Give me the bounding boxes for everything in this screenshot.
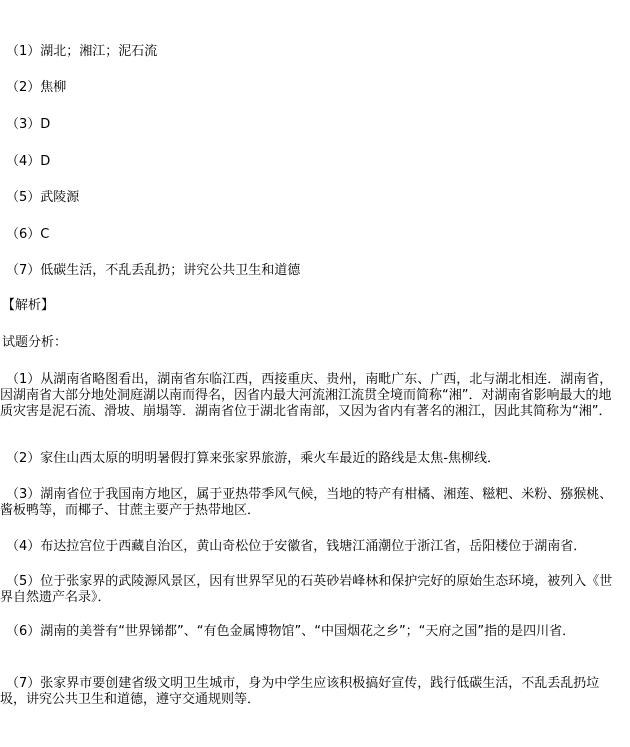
analysis-text-1: （1）从湖南省略图看出，湖南省东临江西，西接重庆、贵州，南毗广东、广西，北与湖北相连．湖南省，因湖南省大部分地处洞庭湖以南而得名，因省内最大河流湘江流贯全境而简称“湘”．对湖南省影响最大的地质灾害是泥石流、滑坡、崩塌等．湖南省位于湖北省南部，又因为省内有著名的湘江，因此其简称为“湘”． [0,372,613,419]
answer-6: （6）C [6,227,50,242]
answer-2: （2）焦柳 [6,80,67,95]
analysis-text-5: （5）位于张家界的武陵源风景区，因有世界罕见的石英砂岩峰林和保护完好的原始生态环境，被列入《世界自然遗产名录》． [0,574,613,605]
analysis-text-3: （3）湖南省位于我国南方地区，属于亚热带季风气候，当地的特产有柑橘、湘莲、糍粑、米粉、猕猴桃、酱板鸭等，而椰子、甘蔗主要产于热带地区． [0,487,613,518]
analysis-paragraph-2 [0,451,624,467]
analysis-paragraph-4 [0,539,624,555]
analysis-text-2: （2）家住山西太原的明明暑假打算来张家界旅游，乘火车最近的路线是太焦-焦柳线． [6,451,500,466]
answer-7: （7）低碳生活，不乱丢乱扔；讲究公共卫生和道德 [6,263,301,278]
analysis-paragraph-6 [0,624,624,640]
analysis-text-4: （4）布达拉宫位于西藏自治区，黄山奇松位于安徽省，钱塘江涌潮位于浙江省，岳阳楼位于湖南省． [6,539,587,554]
analysis-intro: 试题分析： [2,335,68,350]
analysis-paragraph-5 [0,574,624,606]
answer-5: （5）武陵源 [6,190,80,205]
analysis-paragraph-1 [0,372,624,420]
analysis-paragraph-3 [0,487,624,519]
analysis-paragraph-7 [0,676,624,708]
answer-1: （1）湖北；湘江；泥石流 [6,44,158,59]
analysis-text-6: （6）湖南的美誉有“世界锑都”、“有色金属博物馆”、“中国烟花之乡”；“天府之国”指的是四川省． [6,624,576,639]
analysis-heading: 【解析】 [2,298,55,313]
answer-3: （3）D [6,117,51,132]
answer-4: （4）D [6,154,51,169]
analysis-text-7: （7）张家界市要创建省级文明卫生城市，身为中学生应该积极搞好宣传，践行低碳生活，不乱丢乱扔垃圾，讲究公共卫生和道德，遵守交通规则等． [0,676,600,707]
